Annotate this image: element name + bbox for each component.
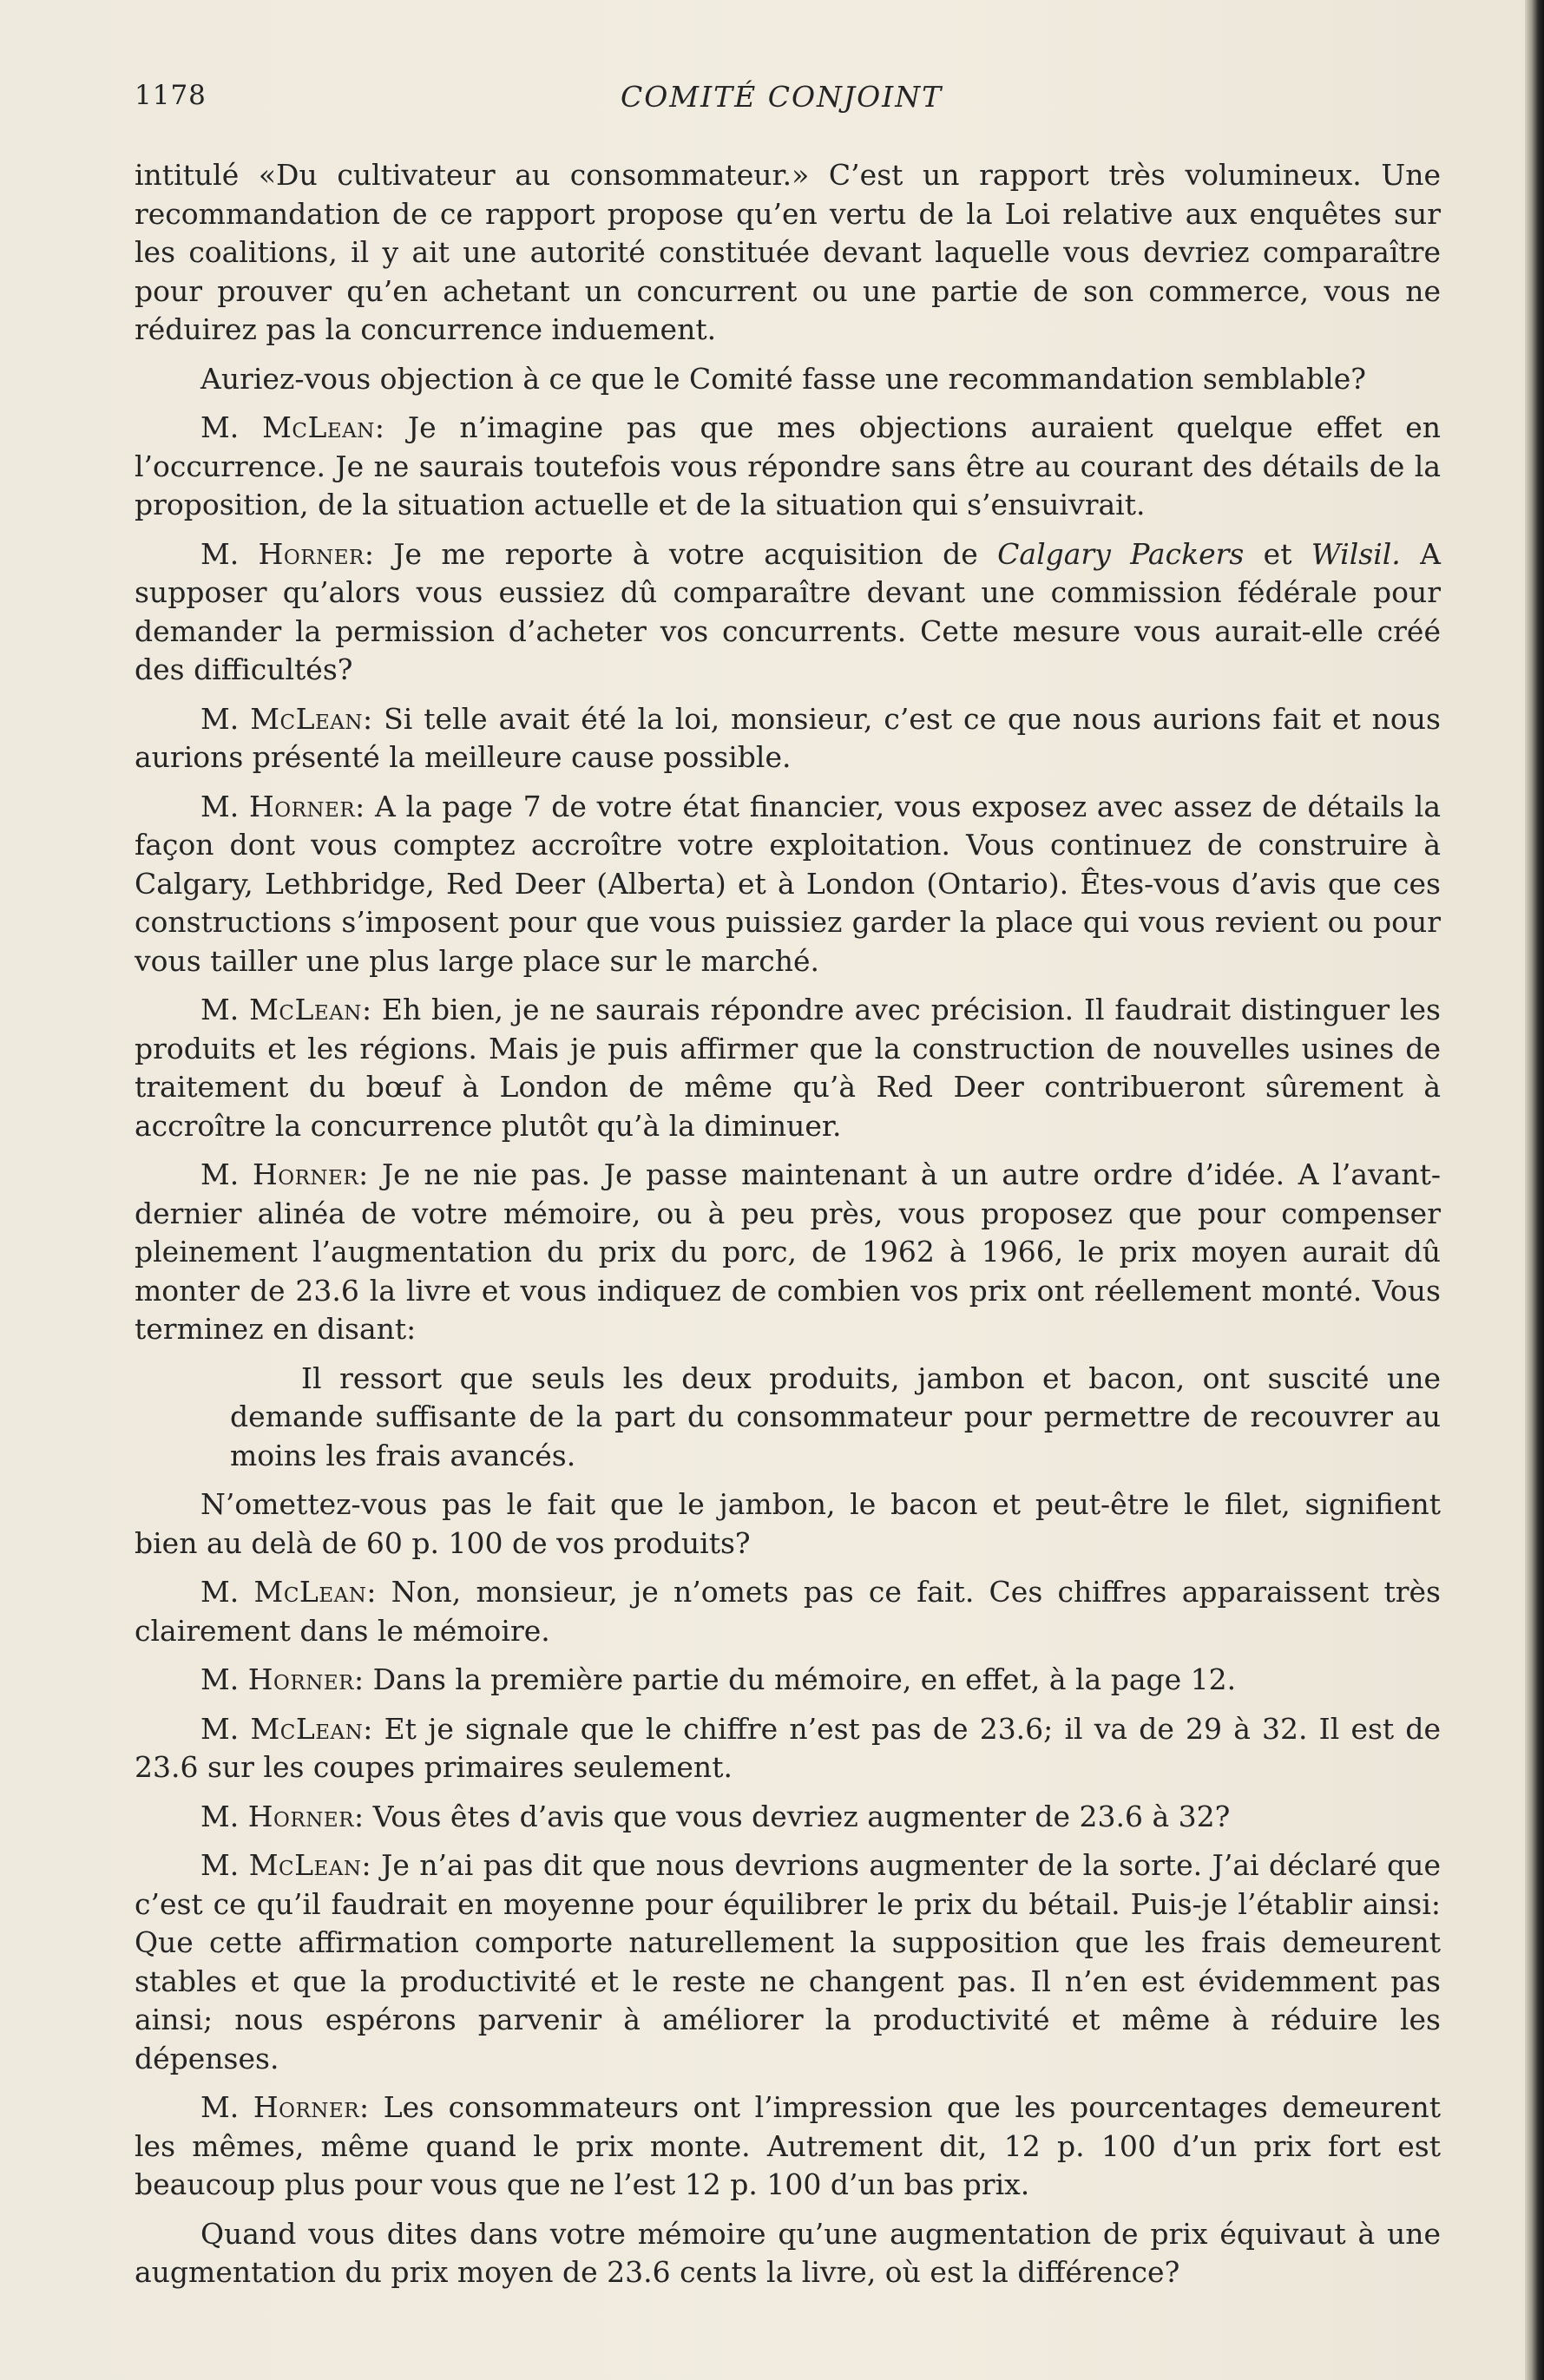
speech-text: : Je me reporte à votre acquisition de bbox=[364, 536, 998, 571]
speaker-name: McLean bbox=[262, 410, 375, 444]
company-name-italic: Wilsil. bbox=[1311, 536, 1401, 571]
speaker-name: McLean bbox=[250, 1711, 364, 1746]
speech-text: : Je ne nie pas. Je passe maintenant à un autre ordre d’idée. A l’avant-dernier alinéa de votre mémoire, ou à peu près, vous proposez que pour compenser pleinement l’augmentation du prix du porc, de 1962 à 1966, le prix moyen aurait dû monter de 23.6 la livre et vous indiquez de combien vos prix ont réellement monté. Vous terminez en disant: bbox=[135, 1157, 1441, 1346]
speech-text: : Si telle avait été la loi, monsieur, c’est ce que nous aurions fait et nous aurions présenté la meilleure cause possible. bbox=[135, 701, 1441, 774]
speaker-prefix: M. bbox=[200, 1711, 251, 1746]
paragraph bbox=[135, 2215, 1441, 2292]
transcript-body bbox=[135, 156, 1441, 2303]
speech-text: : A la page 7 de votre état financier, vous exposez avec assez de détails la façon dont vous comptez accroître votre exploitation. Vous continuez de construire à Calgary, Lethbridge, Red Deer (Alberta) et à London (Ontario). Êtes-vous d’avis que ces constructions s’imposent pour que vous puissiez garder la place qui vous revient ou pour vous tailler une plus large place sur le marché. bbox=[135, 789, 1442, 978]
speaker-prefix: M. bbox=[200, 1662, 248, 1696]
speech-text: : Je n’imagine pas que mes objections auraient quelque effet en l’occurrence. Je ne saurais toutefois vous répondre sans être au courant des détails de la proposition, de la situation actuelle et de la situation qui s’ensuivrait. bbox=[135, 410, 1441, 521]
speech-text: : Dans la première partie du mémoire, en effet, à la page 12. bbox=[353, 1662, 1237, 1696]
block-quote bbox=[230, 1360, 1441, 1476]
speaker-prefix: M. bbox=[200, 536, 259, 571]
paragraph bbox=[135, 360, 1441, 399]
paragraph-text: intitulé «Du cultivateur au consommateur.» C’est un rapport très volumineux. Une recommandation de ce rapport propose qu’en vertu de la Loi relative aux enquêtes sur les coalitions, il y ait une autorité constituée devant laquelle vous devriez comparaître pour prouver qu’en achetant un concurrent ou une partie de son commerce, vous ne réduirez pas la concurrence induement. bbox=[135, 158, 1441, 346]
quote-text: Il ressort que seuls les deux produits, jambon et bacon, ont suscité une demande suffisante de la part du consommateur pour permettre de recouvrer au moins les frais avancés. bbox=[230, 1360, 1441, 1472]
page-binding-edge bbox=[1525, 0, 1544, 2380]
speaker-name: Horner bbox=[247, 1662, 354, 1696]
speaker-name: Horner bbox=[253, 2090, 360, 2124]
speech-text: A supposer qu’alors vous eussiez dû comparaître devant une commission fédérale pour demander la permission d’acheter vos concurrents. Cette mesure vous aurait-elle créé des difficultés? bbox=[135, 536, 1441, 686]
speaker-prefix: M. bbox=[200, 1157, 253, 1191]
speech-paragraph bbox=[135, 1661, 1441, 1700]
speech-paragraph bbox=[135, 535, 1441, 690]
speaker-prefix: M. bbox=[200, 993, 250, 1026]
speaker-prefix: M. bbox=[200, 1575, 254, 1609]
speaker-name: Horner bbox=[252, 1157, 359, 1191]
speaker-name: McLean bbox=[249, 993, 362, 1026]
speaker-prefix: M. bbox=[200, 701, 251, 736]
speech-text: : Les consommateurs ont l’impression que les pourcentages demeurent les mêmes, même quand le prix monte. Autrement dit, 12 p. 100 d’un prix fort est beaucoup plus pour vous que ne l’est 12 p. 100 d’un bas prix. bbox=[135, 2090, 1441, 2201]
speaker-prefix: M. bbox=[200, 1799, 248, 1833]
speech-text: : Je n’ai pas dit que nous devrions augmenter de la sorte. J’ai déclaré que c’est ce qu’il faudrait en moyenne pour équilibrer le prix du bétail. Puis-je l’établir ainsi: Que cette affirmation comporte naturellement la supposition que les frais demeurent stables et que la productivité et le reste ne changent pas. Il n’en est évidemment pas ainsi; nous espérons parvenir à améliorer la productivité et même à réduire les dépenses. bbox=[135, 1848, 1441, 2075]
paragraph-continuation bbox=[135, 156, 1441, 350]
speaker-name: Horner bbox=[258, 536, 365, 571]
paragraph-text: Auriez-vous objection à ce que le Comité fasse une recommandation semblable? bbox=[200, 361, 1366, 396]
speech-text: : Et je signale que le chiffre n’est pas de 23.6; il va de 29 à 32. Il est de 23.6 sur les coupes primaires seulement. bbox=[135, 1711, 1441, 1784]
speech-text: : Vous êtes d’avis que vous devriez augmenter de 23.6 à 32? bbox=[353, 1799, 1231, 1833]
running-title: COMITÉ CONJOINT bbox=[621, 80, 943, 114]
speech-text: et bbox=[1244, 536, 1311, 571]
speaker-prefix: M. bbox=[200, 789, 249, 823]
speaker-prefix: M. bbox=[200, 2090, 253, 2124]
speech-paragraph bbox=[135, 2088, 1441, 2205]
speech-paragraph bbox=[135, 1573, 1441, 1650]
speaker-name: McLean bbox=[250, 701, 364, 736]
page-number: 1178 bbox=[135, 80, 207, 111]
paragraph-text: Quand vous dites dans votre mémoire qu’une augmentation de prix équivaut à une augmentation du prix moyen de 23.6 cents la livre, où est la différence? bbox=[135, 2216, 1441, 2289]
speech-paragraph bbox=[135, 1710, 1441, 1787]
speaker-prefix: M. bbox=[200, 1848, 249, 1882]
page-header bbox=[135, 80, 1436, 123]
speech-paragraph bbox=[135, 991, 1441, 1145]
speaker-name: McLean bbox=[248, 1848, 362, 1882]
speaker-prefix: M. bbox=[200, 410, 263, 444]
speech-paragraph bbox=[135, 788, 1441, 981]
speaker-name: McLean bbox=[253, 1575, 367, 1609]
company-name-italic: Calgary Packers bbox=[997, 536, 1245, 571]
speech-paragraph bbox=[135, 409, 1441, 525]
speaker-name: Horner bbox=[248, 789, 356, 823]
paragraph bbox=[135, 1485, 1441, 1563]
speaker-name: Horner bbox=[247, 1799, 354, 1833]
speech-text: : Non, monsieur, je n’omets pas ce fait. Ces chiffres apparaissent très clairement dans le mémoire. bbox=[135, 1575, 1441, 1648]
speech-paragraph bbox=[135, 1846, 1441, 2078]
paragraph-text: N’omettez-vous pas le fait que le jambon, le bacon et peut-être le filet, signifient bien au delà de 60 p. 100 de vos produits? bbox=[135, 1487, 1441, 1560]
speech-paragraph bbox=[135, 1156, 1441, 1349]
speech-paragraph bbox=[135, 1798, 1441, 1837]
speech-text: : Eh bien, je ne saurais répondre avec précision. Il faudrait distinguer les produits et les régions. Mais je puis affirmer que la construction de nouvelles usines de traitement du bœuf à London de même qu’à Red Deer contribueront sûrement à accroître la concurrence plutôt qu’à la diminuer. bbox=[135, 993, 1441, 1143]
speech-paragraph bbox=[135, 700, 1441, 777]
